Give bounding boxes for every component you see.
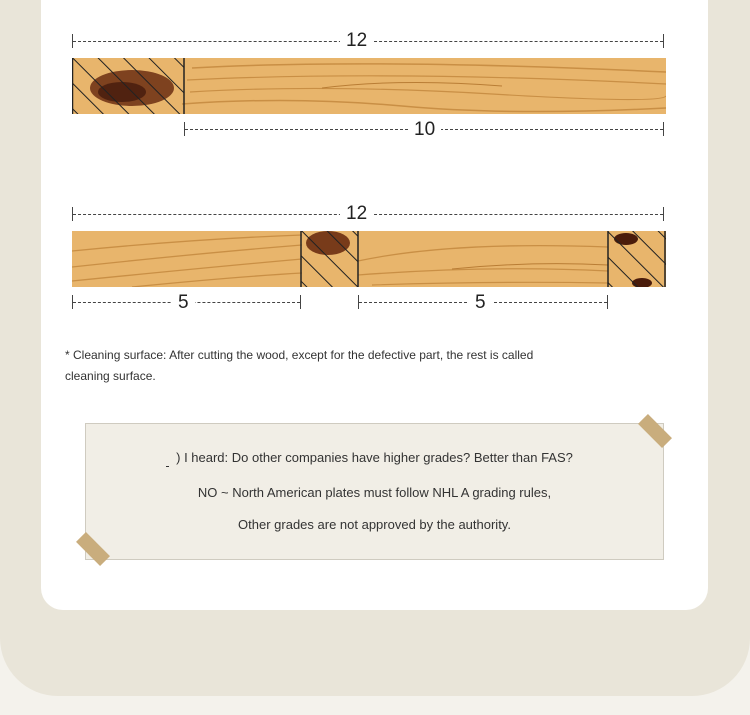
dim-tick [663,122,664,136]
note-line-1: * Cleaning surface: After cutting the wood, except for the defective part, the rest is called [65,348,534,362]
memo-dash-mark [166,466,169,467]
dim-tick [663,207,664,221]
memo-question: ) I heard: Do other companies have higher grades? Better than FAS? [176,450,573,465]
wood-board-2 [72,231,666,287]
wood-board-1 [72,58,666,114]
dim-tick [607,295,608,309]
defect-hatch-area [608,231,666,287]
defect-hatch-area [72,58,184,114]
dim-tick [663,34,664,48]
cleaning-surface-note [65,345,585,387]
memo-answer-1: NO ~ North American plates must follow NHL A grading rules, [197,485,552,500]
total-length-label: 12 [340,203,373,225]
memo-answer-2: Other grades are not approved by the authority. [238,517,511,532]
dim-tick [300,295,301,309]
total-length-label: 12 [340,30,373,52]
memo-box [85,423,664,560]
left-segment-label: 5 [172,292,195,314]
defect-hatch-area [301,231,358,287]
note-line-2: cleaning surface. [65,369,156,383]
clean-length-label: 10 [408,119,441,141]
right-segment-label: 5 [469,292,492,314]
